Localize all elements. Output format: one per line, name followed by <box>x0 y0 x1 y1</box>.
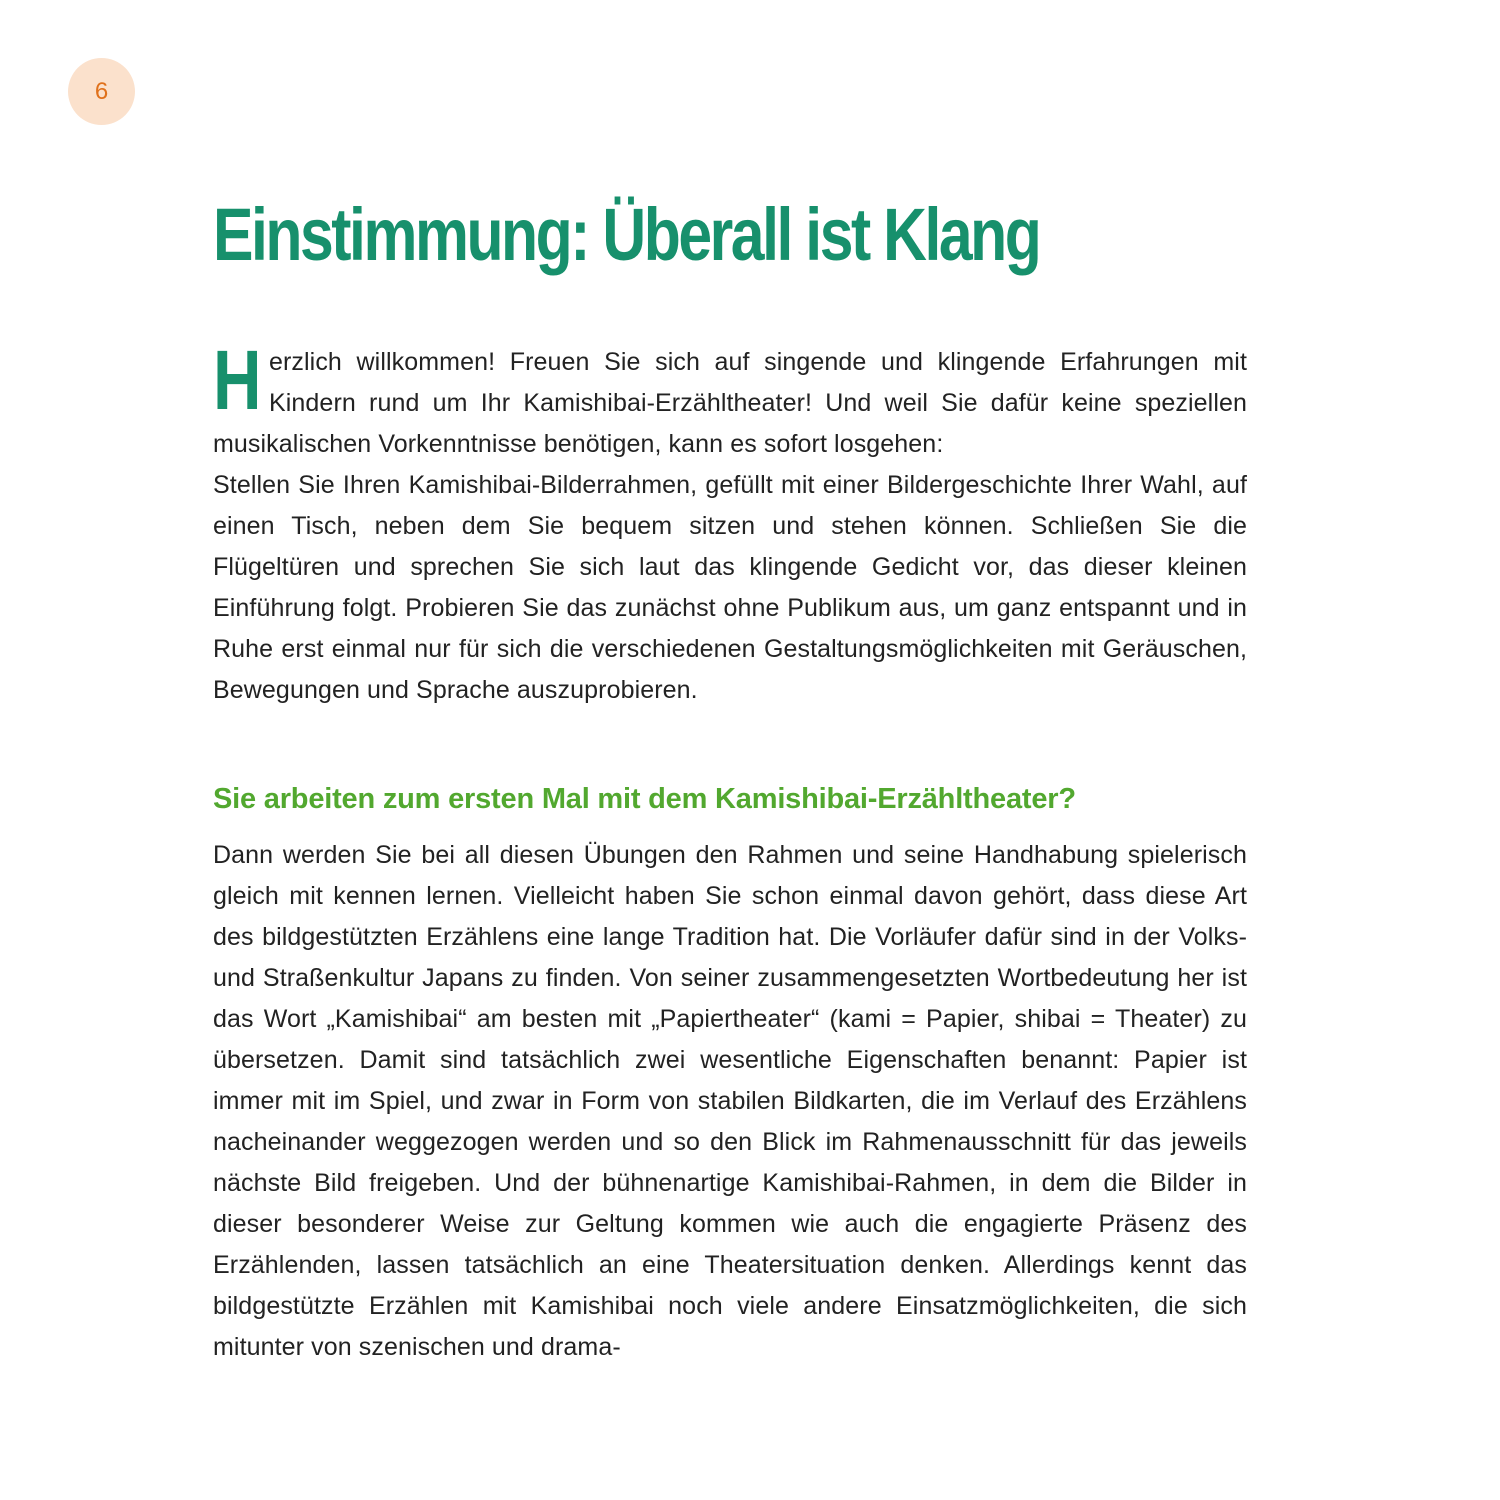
page-number: 6 <box>94 77 109 105</box>
intro-paragraph-1 <box>213 333 1247 465</box>
page-number-badge <box>68 58 135 125</box>
page-content <box>213 190 1247 1368</box>
body-paragraph: Dann werden Sie bei all diesen Übungen den Rahmen und seine Handhabung spielerisch gleich mit kennen lernen. Vielleicht haben Sie schon einmal davon gehört, dass diese Art des bildgestützten Erzählens eine lange Tradition hat. Die Vorläufer dafür sind in der Volks- und Straßenkultur Japans zu finden. Von seiner zusammengesetzten Wortbedeutung her ist das Wort „Kamishibai“ am besten mit „Papiertheater“ (kami = Papier, shibai = Theater) zu übersetzen. Damit sind tatsächlich zwei wesentliche Eigenschaften benannt: Papier ist immer mit im Spiel, und zwar in Form von stabilen Bildkarten, die im Verlauf des Erzählens nacheinander weggezogen werden und so den Blick im Rahmenausschnitt für das jeweils nächste Bild freigeben. Und der bühnenartige Kamishibai-Rahmen, in dem die Bilder in dieser besonderer Weise zur Geltung kommen wie auch die engagierte Präsenz des Erzählenden, lassen tatsächlich an eine Theatersituation denken. Allerdings kennt das bildgestützte Erzählen mit Kamishibai noch viele andere Einsatzmöglichkeiten, die sich mitunter von szenischen und drama- <box>213 841 1247 1361</box>
intro-section <box>213 333 1247 711</box>
page-title: Einstimmung: Überall ist Klang <box>213 193 1040 276</box>
intro-paragraph-1-text: erzlich willkommen! Freuen Sie sich auf singende und klingende Erfahrungen mit Kindern rund um Ihr Kamishibai-Erzähltheater! Und weil Sie dafür keine speziellen musikalischen Vorkenntnisse benötigen, kann es sofort losgehen: <box>213 348 1247 458</box>
intro-paragraph-2: Stellen Sie Ihren Kamishibai-Bilderrahmen, gefüllt mit einer Bildergeschichte Ihrer Wahl, auf einen Tisch, neben dem Sie bequem sitzen und stehen können. Schließen Sie die Flügeltüren und sprechen Sie sich laut das klingende Gedicht vor, das dieser kleinen Einführung folgt. Probieren Sie das zunächst ohne Publikum aus, um ganz entspannt und in Ruhe erst einmal nur für sich die verschiedenen Gestaltungsmöglichkeiten mit Geräuschen, Bewegungen und Sprache auszuprobieren. <box>213 471 1247 704</box>
body-section <box>213 835 1247 1368</box>
drop-cap: H <box>213 333 262 427</box>
section-heading: Sie arbeiten zum ersten Mal mit dem Kamishibai-Erzähltheater? <box>213 783 1076 815</box>
